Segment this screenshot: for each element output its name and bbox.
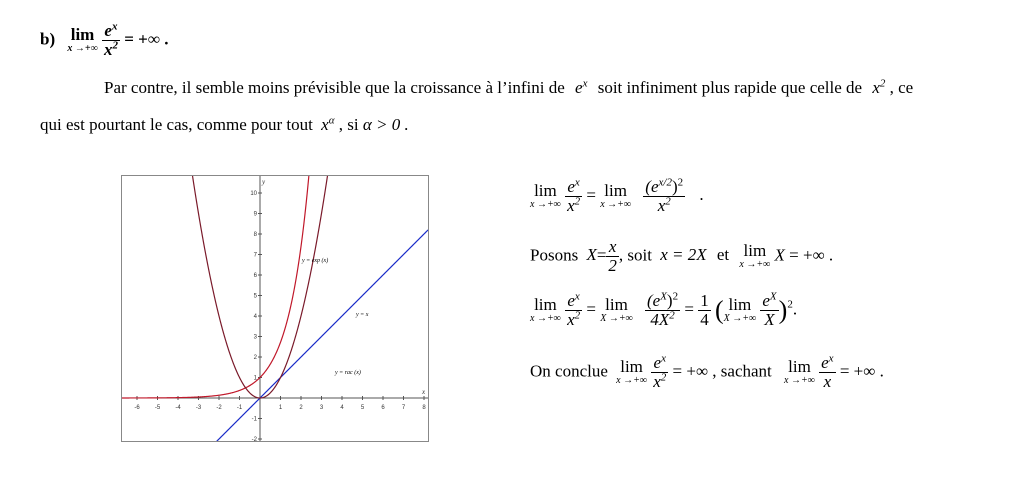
- x-tick-label: 8: [422, 405, 426, 411]
- equation-3: lim x →+∞ $\frac{e^x}{x^2}$ = lim X →+∞ $\frac{(e^X)^2}{4X^2}$ = $\frac{1}{4}$ ( lim X →+∞ $\frac{e^X}{X}$ )$^2$.: [530, 290, 798, 329]
- x-tick-label: -2: [216, 405, 222, 411]
- graph-labels: [134, 178, 426, 442]
- y-tick-label: 9: [253, 211, 257, 218]
- y-tick-label: 6: [253, 273, 257, 279]
- x-tick-label: 5: [360, 405, 365, 411]
- x-tick-label: 7: [401, 405, 406, 411]
- paragraph-line-2: qui est pourtant le cas, comme pour tout $x^\alpha$ , si α > 0 .: [40, 114, 409, 134]
- y-axis-label: y: [262, 178, 266, 186]
- graph-curves: [121, 175, 428, 442]
- identity-label: y = x: [356, 312, 369, 318]
- x-tick-label: 3: [319, 405, 324, 411]
- y-tick-label: 2: [253, 355, 257, 361]
- equation-2: Posons X= $\frac{x}{2}$ , soit x = 2X et lim x →+∞ X = +∞ .: [530, 237, 834, 275]
- x-tick-label: 6: [381, 405, 385, 411]
- exp-curve: [121, 175, 312, 398]
- heading-limit: lim x →+∞: [67, 24, 98, 54]
- x-tick-label: 1: [278, 405, 283, 411]
- y-tick-label: 8: [253, 232, 257, 238]
- y-tick-label: 7: [253, 252, 257, 259]
- x-tick-label: -6: [134, 405, 140, 411]
- y-tick-label: 3: [253, 334, 257, 341]
- heading-result: = +∞ .: [124, 29, 169, 49]
- heading-fraction: $\frac{e^x}{x^2}$: [103, 20, 118, 59]
- y-tick-label: 10: [250, 191, 257, 197]
- paragraph-line-1: Par contre, il semble moins prévisible que la croissance à l’infini de $e^x$ soit infiniment plus rapide que celle de $x^2$ , ce: [104, 77, 914, 97]
- rac-label: y = rac (x): [335, 370, 361, 376]
- section-label: b): [40, 29, 56, 49]
- x-tick-label: -3: [195, 405, 202, 411]
- x-tick-label: -1: [236, 405, 243, 411]
- exp-label: y = exp (x): [302, 258, 329, 264]
- y-tick-label: 1: [253, 375, 257, 382]
- graph-axes: [122, 176, 428, 441]
- x-tick-label: -5: [154, 405, 161, 411]
- section-heading: [40, 22, 168, 59]
- x-tick-label: 4: [340, 405, 344, 411]
- y-tick-label: 4: [253, 314, 257, 320]
- y-tick-label: 5: [253, 293, 257, 300]
- x-tick-label: -4: [175, 405, 181, 411]
- equation-4: On conclue lim x →+∞ $\frac{e^x}{x^2}$ = +∞ , sachant lim x →+∞ $\frac{e^x}{x}$ = +∞ .: [530, 352, 884, 391]
- y-tick-label: -2: [251, 437, 257, 442]
- x-tick-label: 2: [299, 405, 303, 411]
- equation-1: lim x →+∞ $\frac{e^x}{x^2}$ = lim x →+∞ $\frac{(e^{x/2})^2}{x^2}$ .: [530, 176, 704, 215]
- y-tick-label: -1: [251, 416, 257, 423]
- x-axis-label: x: [422, 388, 426, 396]
- function-graph: [121, 175, 429, 442]
